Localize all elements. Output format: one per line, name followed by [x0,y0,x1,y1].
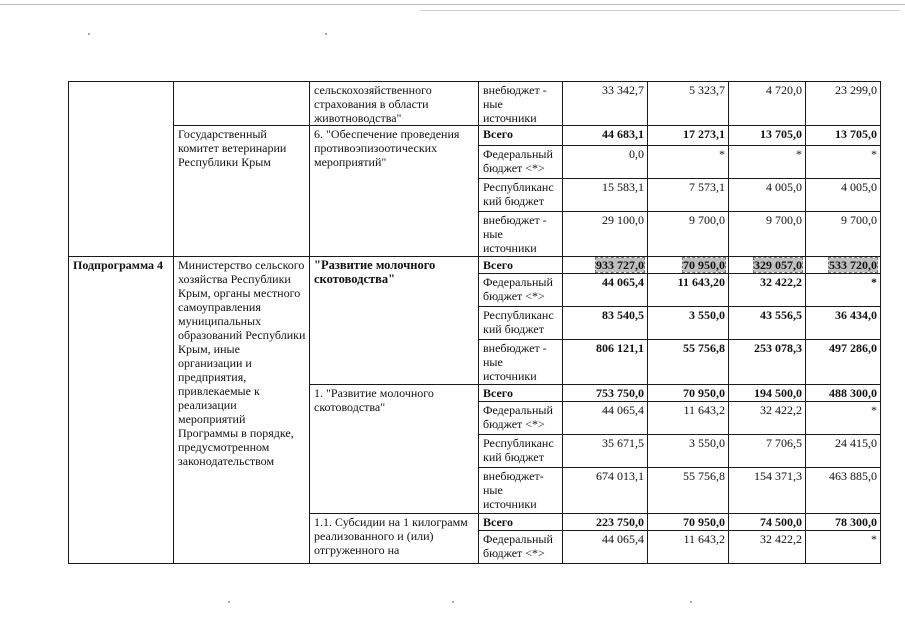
value-cell: 0,0 [563,146,648,179]
value-cell [563,257,648,274]
value-cell: 13 705,0 [729,126,806,146]
value-cell: 55 756,8 [648,340,729,385]
scan-artifact-line [0,4,905,5]
value-cell: 32 422,2 [729,402,806,435]
highlighted-value: 329 057,0 [754,258,802,272]
value-cell [806,257,881,274]
value-cell: 24 415,0 [806,435,881,468]
source-cell: Федеральный бюджет <*> [479,274,563,307]
source-cell: Федеральный бюджет <*> [479,146,563,179]
value-cell: 70 950,0 [648,514,729,531]
event-cell: 1.1. Субсидии на 1 килограмм реализованного и (или) отгруженного на [310,514,479,564]
value-cell: 806 121,1 [563,340,648,385]
value-cell: * [806,274,881,307]
value-cell: 29 100,0 [563,212,648,257]
scan-speck [690,601,692,603]
budget-table [68,81,881,564]
value-cell: 35 671,5 [563,435,648,468]
source-cell: Всего [479,385,563,402]
value-cell: 70 950,0 [648,385,729,402]
value-cell: 3 550,0 [648,307,729,340]
value-cell: 74 500,0 [729,514,806,531]
value-cell: 11 643,20 [648,274,729,307]
value-cell [648,257,729,274]
value-cell: 5 323,7 [648,82,729,126]
value-cell: 194 500,0 [729,385,806,402]
event-cell: сельскохозяйственного страхования в области животноводства" [310,82,479,126]
scan-speck [228,601,230,603]
source-cell: Всего [479,257,563,274]
program-cell [69,82,174,257]
source-cell: Федеральный бюджет <*> [479,531,563,564]
value-cell: 44 065,4 [563,274,648,307]
value-cell: 674 013,1 [563,468,648,514]
source-cell: внебюджет - ные источники [479,340,563,385]
value-cell: 223 750,0 [563,514,648,531]
highlighted-value: 533 720,0 [829,258,877,272]
value-cell: 154 371,3 [729,468,806,514]
source-cell: внебюджет- ные источники [479,468,563,514]
highlighted-value: 70 950,0 [683,258,725,272]
scan-speck [325,33,327,35]
value-cell: 17 273,1 [648,126,729,146]
table-row [69,82,881,126]
value-cell: 497 286,0 [806,340,881,385]
value-cell [729,257,806,274]
value-cell: 32 422,2 [729,531,806,564]
value-cell: 44 065,4 [563,402,648,435]
value-cell: 11 643,2 [648,402,729,435]
value-cell: * [806,402,881,435]
event-cell: 6. "Обеспечение проведения противоэпизоотических мероприятий" [310,126,479,257]
value-cell: 33 342,7 [563,82,648,126]
value-cell: 4 005,0 [729,179,806,212]
value-cell: * [806,146,881,179]
scan-speck [452,601,454,603]
scan-speck [88,33,90,35]
value-cell: * [729,146,806,179]
executor-cell [174,82,310,126]
value-cell: 11 643,2 [648,531,729,564]
value-cell: 44 683,1 [563,126,648,146]
value-cell: 9 700,0 [729,212,806,257]
source-cell: Всего [479,514,563,531]
value-cell: 253 078,3 [729,340,806,385]
source-cell: Республиканс кий бюджет [479,435,563,468]
value-cell: 44 065,4 [563,531,648,564]
executor-cell: Министерство сельского хозяйства Республики Крым, органы местного самоуправления муниципальных образований Республики Крым, иные организации и предприятия, привлекаемые к реализации мероприятий Программы в порядке, предусмотренном законодательством [174,257,310,564]
table-row [69,126,881,146]
value-cell: 753 750,0 [563,385,648,402]
source-cell: Федеральный бюджет <*> [479,402,563,435]
value-cell: 32 422,2 [729,274,806,307]
event-cell: 1. "Развитие молочного скотоводства" [310,385,479,514]
value-cell: 43 556,5 [729,307,806,340]
value-cell: 9 700,0 [806,212,881,257]
value-cell: 78 300,0 [806,514,881,531]
value-cell: 83 540,5 [563,307,648,340]
source-cell: внебюджет - ные источники [479,212,563,257]
value-cell: * [806,531,881,564]
value-cell: 9 700,0 [648,212,729,257]
value-cell: 7 573,1 [648,179,729,212]
source-cell: Республиканс кий бюджет [479,179,563,212]
source-cell: Республиканс кий бюджет [479,307,563,340]
value-cell: 4 005,0 [806,179,881,212]
value-cell: 23 299,0 [806,82,881,126]
value-cell: 463 885,0 [806,468,881,514]
value-cell: 4 720,0 [729,82,806,126]
value-cell: 7 706,5 [729,435,806,468]
source-cell: Всего [479,126,563,146]
highlighted-value: 933 727,0 [596,258,644,272]
value-cell: 36 434,0 [806,307,881,340]
value-cell: 15 583,1 [563,179,648,212]
value-cell: 488 300,0 [806,385,881,402]
scan-artifact-line [420,10,900,11]
value-cell: 3 550,0 [648,435,729,468]
table-row [69,257,881,274]
source-cell: внебюджет - ные источники [479,82,563,126]
value-cell: 13 705,0 [806,126,881,146]
value-cell: * [648,146,729,179]
event-cell: "Развитие молочного скотоводства" [310,257,479,385]
program-cell: Подпрограмма 4 [69,257,174,564]
value-cell: 55 756,8 [648,468,729,514]
executor-cell: Государственный комитет ветеринарии Республики Крым [174,126,310,257]
